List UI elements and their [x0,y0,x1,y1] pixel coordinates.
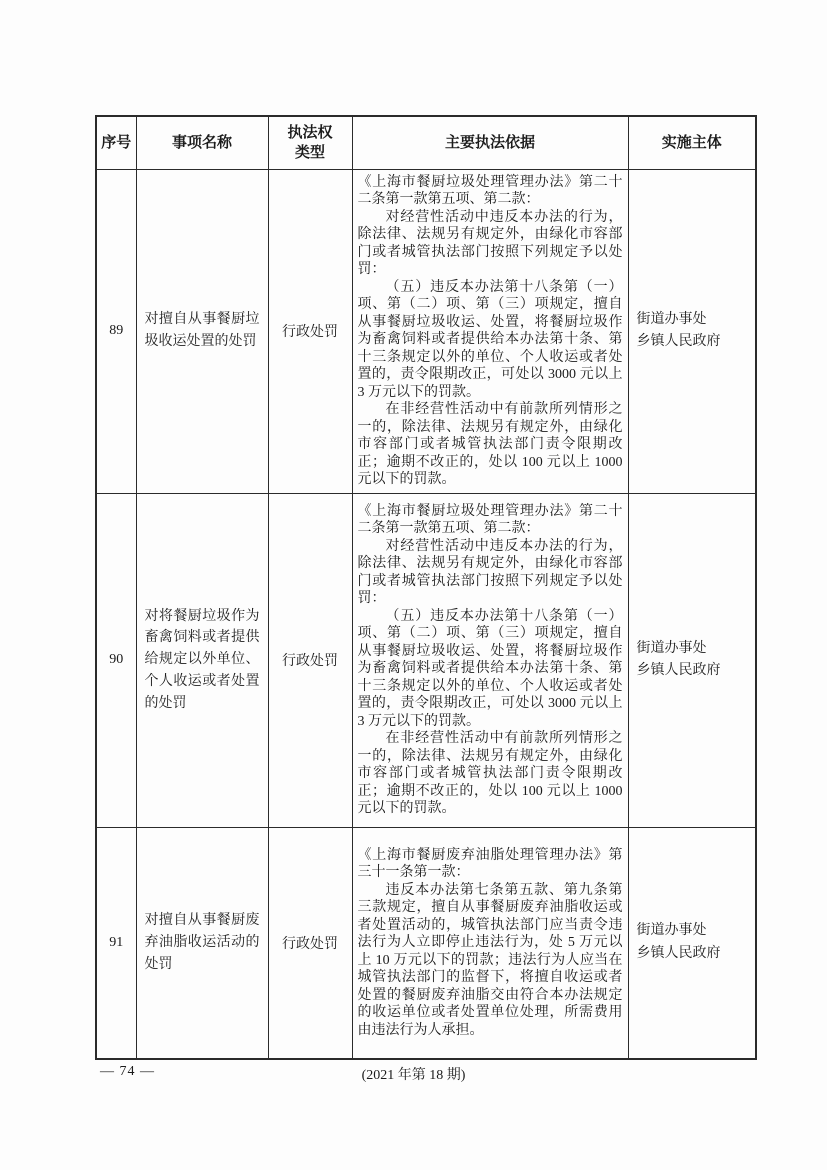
implementer-cell [628,169,756,493]
implementer-line: 乡镇人民政府 [636,334,721,349]
seq-cell: 90 [96,493,136,827]
legal-basis-cell [352,493,628,827]
table-header-row [96,116,756,169]
basis-paragraph: （五）违反本办法第十八条第（一）项、第（二）项、第（三）项规定，擅自从事餐厨垃圾收运、处置，将餐厨垃圾作为畜禽饲料或者提供给本办法第十条、第十三条规定以外的单位、个人收运或者处置的，责令限期改正，可处以 3000 元以上 3 万元以下的罚款。 [357,279,623,400]
basis-paragraph: 《上海市餐厨垃圾处理管理办法》第二十二条第一款第五项、第二款： [357,503,623,536]
implementer-line: 乡镇人民政府 [636,945,721,961]
legal-basis-cell [352,169,628,493]
header-seq: 序号 [96,116,136,169]
power-type-cell: 行政处罚 [268,827,352,1059]
implementer-line: 乡镇人民政府 [636,663,721,678]
table-row [96,827,756,1059]
header-power-type-line1: 执法权 [287,124,333,141]
legal-basis-cell [352,827,628,1059]
implementer-cell [628,493,756,827]
header-power-type-line2: 类型 [294,144,325,161]
seq-cell: 91 [96,827,136,1059]
basis-paragraph: 《上海市餐厨废弃油脂处理管理办法》第三十一条第一款： [357,847,623,880]
header-power-type [268,116,352,169]
basis-paragraph: 违反本办法第七条第五款、第九条第三款规定，擅自从事餐厨废弃油脂收运或者处置活动的，城管执法部门应当责令违法行为人立即停止违法行为，处 5 万元以上 10 万元以下的罚款；违法行为人应当在城管执法部门的监督下，将擅自收运或者处置的餐厨废弃油脂交由符合本办法规定的收运单位或者处置单位处理，所需费用由违法行为人承担。 [357,882,623,1038]
basis-paragraph: 对经营性活动中违反本办法的行为，除法律、法规另有规定外，由绿化市容部门或者城管执法部门按照下列规定予以处罚： [357,209,623,277]
basis-paragraph: 在非经营性活动中有前款所列情形之一的，除法律、法规另有规定外，由绿化市容部门或者城管执法部门责令限期改正；逾期不改正的，处以 100 元以上 1000 元以下的罚款。 [357,402,623,487]
enforcement-items-table [95,115,757,1060]
header-item-name: 事项名称 [136,116,268,169]
table-row [96,493,756,827]
page-footer [0,1064,827,1088]
implementer-line: 街道办事处 [636,640,707,656]
header-legal-basis: 主要执法依据 [352,116,628,169]
item-name-cell: 对擅自从事餐厨废弃油脂收运活动的处罚 [136,827,268,1059]
basis-paragraph: 在非经营性活动中有前款所列情形之一的，除法律、法规另有规定外，由绿化市容部门或者城管执法部门责令限期改正；逾期不改正的，处以 100 元以上 1000 元以下的罚款。 [357,731,623,816]
item-name-cell: 对擅自从事餐厨垃圾收运处置的处罚 [136,169,268,493]
implementer-line: 街道办事处 [636,311,707,327]
seq-cell: 89 [96,169,136,493]
page-number: — 74 — [100,1064,155,1079]
issue-label: (2021 年第 18 期) [361,1068,466,1083]
implementer-line: 街道办事处 [636,923,707,939]
power-type-cell: 行政处罚 [268,169,352,493]
power-type-cell: 行政处罚 [268,493,352,827]
implementer-cell [628,827,756,1059]
basis-paragraph: （五）违反本办法第十八条第（一）项、第（二）项、第（三）项规定，擅自从事餐厨垃圾收运、处置，将餐厨垃圾作为畜禽饲料或者提供给本办法第十条、第十三条规定以外的单位、个人收运或者处置的，责令限期改正，可处以 3000 元以上 3 万元以下的罚款。 [357,608,623,729]
basis-paragraph: 对经营性活动中违反本办法的行为，除法律、法规另有规定外，由绿化市容部门或者城管执法部门按照下列规定予以处罚： [357,538,623,606]
item-name-cell: 对将餐厨垃圾作为畜禽饲料或者提供给规定以外单位、个人收运或者处置的处罚 [136,493,268,827]
header-implementer: 实施主体 [628,116,756,169]
basis-paragraph: 《上海市餐厨垃圾处理管理办法》第二十二条第一款第五项、第二款： [357,174,623,207]
table-row [96,169,756,493]
